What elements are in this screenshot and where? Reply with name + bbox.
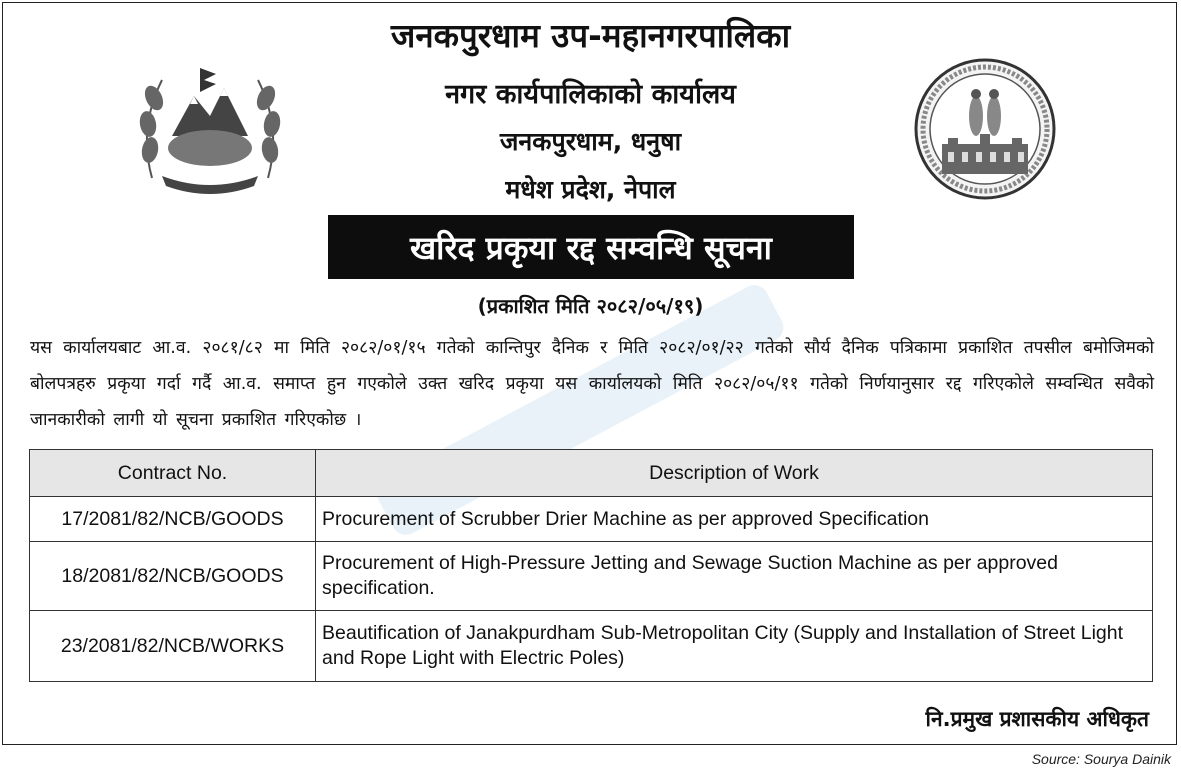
description-cell: Beautification of Janakpurdham Sub-Metropolitan City (Supply and Installation of Street Light and Rope Light with Electric Poles) [316, 611, 1153, 682]
description-cell: Procurement of High-Pressure Jetting and Sewage Suction Machine as per approved specification. [316, 542, 1153, 611]
source-credit: Source: Sourya Dainik [1031, 751, 1171, 767]
office-name: नगर कार्यपालिकाको कार्यालय [445, 79, 736, 110]
table-row [30, 611, 1153, 682]
province-country: मधेश प्रदेश, नेपाल [505, 175, 676, 204]
description-cell: Procurement of Scrubber Drier Machine as per approved Specification [316, 497, 1153, 542]
table-row [30, 497, 1153, 542]
notice-title: खरिद प्रकृया रद्द सम्वन्धि सूचना [328, 215, 854, 279]
published-date: (प्रकाशित मिति २०८२/०५/१९) [477, 294, 704, 318]
signatory-title: नि.प्रमुख प्रशासकीय अधिकृत [925, 707, 1149, 731]
header-description: Description of Work [316, 450, 1153, 497]
office-location: जनकपुरधाम, धनुषा [499, 127, 682, 156]
header-contract-no: Contract No. [30, 450, 316, 497]
contract-no-cell: 18/2081/82/NCB/GOODS [30, 542, 316, 611]
municipality-name: जनकपुरधाम उप-महानगरपालिका [390, 16, 791, 55]
table-header-row [30, 450, 1153, 497]
contract-no-cell: 23/2081/82/NCB/WORKS [30, 611, 316, 682]
contract-no-cell: 17/2081/82/NCB/GOODS [30, 497, 316, 542]
notice-body: यस कार्यालयबाट आ.व. २०८१/८२ मा मिति २०८२/०१/१५ गतेको कान्तिपुर दैनिक र मिति २०८२/०१/२२ गतेको सौर्य दैनिक पत्रिकामा प्रकाशित तपसील बमोजिमको बोलपत्रहरु प्रकृया गर्दा गर्दै आ.व. समाप्त हुन गएकोले उक्त खरिद प्रकृया यस कार्यालयको मिति २०८२/०५/११ गतेको निर्णयानुसार रद्द गरिएकोले सम्वन्धित सवैको जानकारीको लागी यो सूचना प्रकाशित गरिएकोछ । [30, 338, 1154, 430]
contracts-table [29, 449, 1153, 682]
table-row [30, 542, 1153, 611]
